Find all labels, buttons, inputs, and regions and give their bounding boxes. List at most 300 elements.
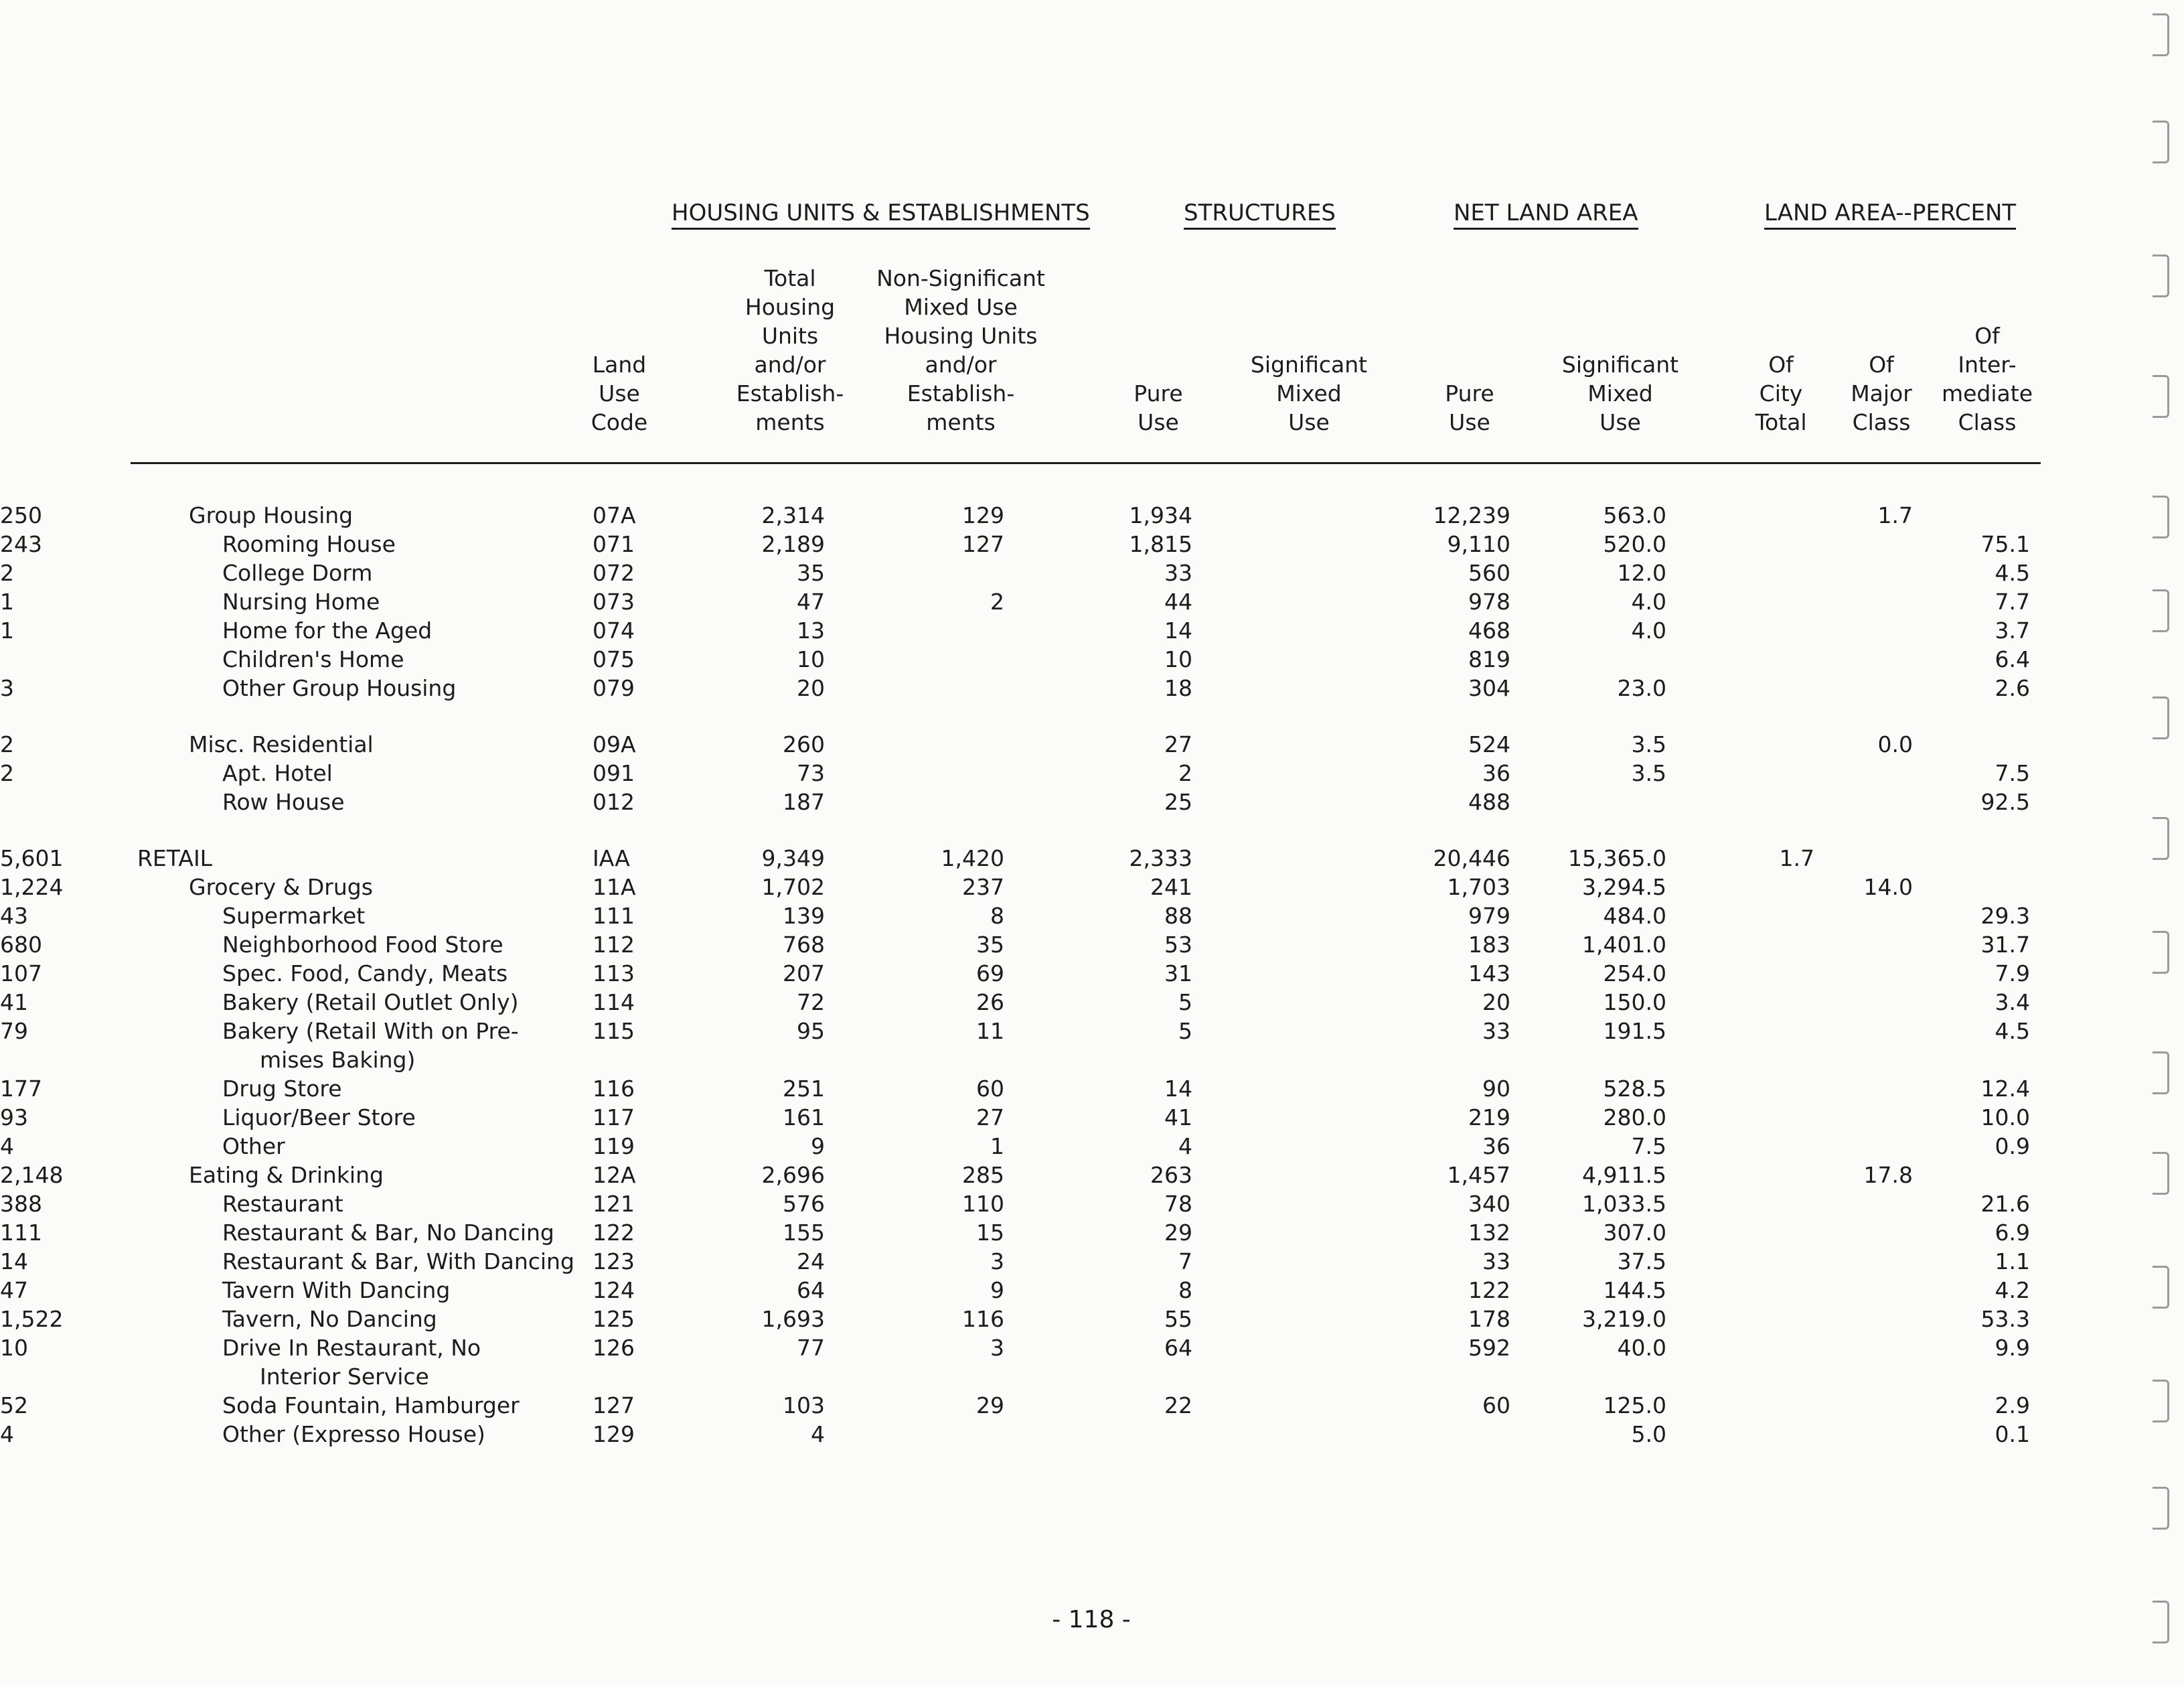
total-housing-units-cell: 139 xyxy=(783,903,825,929)
structures-pure-cell: 8 xyxy=(1178,1277,1192,1303)
land-significant-cell: 4,911.5 xyxy=(1582,1162,1666,1188)
table-row xyxy=(0,1305,2184,1333)
land-use-code-cell: 111 xyxy=(593,903,635,929)
row-label: Restaurant xyxy=(222,1191,343,1217)
pct-intermediate-class-cell: 21.6 xyxy=(1980,1191,2030,1217)
land-pure-cell: 1,457 xyxy=(1447,1162,1510,1188)
land-pure-cell: 122 xyxy=(1468,1277,1510,1303)
non-significant-mixed-cell: 29 xyxy=(976,1392,1004,1418)
binder-tab xyxy=(2153,121,2169,163)
land-use-code-cell: 119 xyxy=(593,1133,635,1159)
header-rule xyxy=(131,462,2041,464)
non-significant-mixed-cell: 9 xyxy=(990,1277,1004,1303)
land-pure-cell: 20 xyxy=(1482,989,1510,1015)
non-significant-mixed-cell: 3 xyxy=(990,1248,1004,1274)
land-use-code-cell: 114 xyxy=(593,989,635,1015)
row-label: Other xyxy=(222,1133,285,1159)
pct-intermediate-class-cell: 7.9 xyxy=(1995,960,2030,986)
structures-significant-cell: 5,601 xyxy=(0,845,64,871)
total-housing-units-cell: 47 xyxy=(797,589,825,615)
total-housing-units-cell: 35 xyxy=(797,560,825,586)
total-housing-units-cell: 9,349 xyxy=(761,845,825,871)
structures-pure-cell: 2,333 xyxy=(1129,845,1192,871)
binder-tab xyxy=(2153,496,2169,538)
land-pure-cell: 183 xyxy=(1468,932,1510,958)
land-significant-cell: 7.5 xyxy=(1631,1133,1666,1159)
row-label: Liquor/Beer Store xyxy=(222,1104,416,1130)
total-housing-units-cell: 73 xyxy=(797,760,825,786)
land-significant-cell: 3,294.5 xyxy=(1582,874,1666,900)
land-significant-cell: 4.0 xyxy=(1631,617,1666,644)
pct-intermediate-class-cell: 2.6 xyxy=(1995,675,2030,701)
non-significant-mixed-cell: 3 xyxy=(990,1335,1004,1361)
land-use-code-cell: 126 xyxy=(593,1335,635,1361)
land-significant-cell: 5.0 xyxy=(1631,1421,1666,1447)
structures-pure-cell: 27 xyxy=(1164,731,1192,757)
structures-pure-cell: 88 xyxy=(1164,903,1192,929)
land-pure-cell: 1,703 xyxy=(1447,874,1510,900)
land-significant-cell: 280.0 xyxy=(1603,1104,1666,1130)
total-housing-units-cell: 768 xyxy=(783,932,825,958)
table-row xyxy=(0,1218,2184,1247)
structures-pure-cell: 1,934 xyxy=(1129,502,1192,528)
land-significant-cell: 528.5 xyxy=(1603,1076,1666,1102)
table-row xyxy=(0,587,2184,616)
structures-pure-cell: 4 xyxy=(1178,1133,1192,1159)
row-label: Bakery (Retail Outlet Only) xyxy=(222,989,519,1015)
table-row xyxy=(0,645,2184,674)
structures-significant-cell: 10 xyxy=(0,1335,28,1361)
structures-significant-cell: 1 xyxy=(0,589,14,615)
structures-pure-cell: 22 xyxy=(1164,1392,1192,1418)
land-pure-cell: 36 xyxy=(1482,760,1510,786)
land-use-code-cell: 071 xyxy=(593,531,635,557)
total-housing-units-cell: 10 xyxy=(797,646,825,672)
pct-intermediate-class-cell: 31.7 xyxy=(1980,932,2030,958)
total-housing-units-cell: 13 xyxy=(797,617,825,644)
col-header-total-housing-units: Total Housing Units and/or Establish- ments xyxy=(736,265,844,435)
land-use-code-cell: 12A xyxy=(593,1162,636,1188)
row-label: Grocery & Drugs xyxy=(189,874,373,900)
structures-pure-cell: 14 xyxy=(1164,617,1192,644)
land-use-code-cell: 112 xyxy=(593,932,635,958)
non-significant-mixed-cell: 35 xyxy=(976,932,1004,958)
total-housing-units-cell: 2,189 xyxy=(761,531,825,557)
land-pure-cell: 978 xyxy=(1468,589,1510,615)
non-significant-mixed-cell: 27 xyxy=(976,1104,1004,1130)
total-housing-units-cell: 103 xyxy=(783,1392,825,1418)
land-use-code-cell: 129 xyxy=(593,1421,635,1447)
land-significant-cell: 4.0 xyxy=(1631,589,1666,615)
total-housing-units-cell: 2,696 xyxy=(761,1162,825,1188)
total-housing-units-cell: 9 xyxy=(811,1133,825,1159)
structures-significant-cell: 4 xyxy=(0,1133,14,1159)
land-pure-cell: 60 xyxy=(1482,1392,1510,1418)
total-housing-units-cell: 77 xyxy=(797,1335,825,1361)
non-significant-mixed-cell: 237 xyxy=(962,874,1004,900)
structures-significant-cell: 47 xyxy=(0,1277,28,1303)
total-housing-units-cell: 207 xyxy=(783,960,825,986)
table-row xyxy=(0,730,2184,759)
non-significant-mixed-cell: 2 xyxy=(990,589,1004,615)
table-row xyxy=(0,1247,2184,1276)
binder-tab xyxy=(2153,931,2169,974)
pct-intermediate-class-cell: 0.9 xyxy=(1995,1133,2030,1159)
structures-pure-cell: 33 xyxy=(1164,560,1192,586)
row-label: Spec. Food, Candy, Meats xyxy=(222,960,508,986)
col-header-land-significant-mixed-use: Significant Mixed Use xyxy=(1561,352,1679,435)
row-label: RETAIL xyxy=(137,845,213,871)
structures-pure-cell: 41 xyxy=(1164,1104,1192,1130)
structures-significant-cell: 250 xyxy=(0,502,42,528)
land-pure-cell: 20,446 xyxy=(1433,845,1510,871)
land-pure-cell: 36 xyxy=(1482,1133,1510,1159)
land-pure-cell: 143 xyxy=(1468,960,1510,986)
land-use-code-cell: 073 xyxy=(593,589,635,615)
table-row xyxy=(0,844,2184,873)
table-row xyxy=(0,1276,2184,1305)
structures-significant-cell: 2 xyxy=(0,731,14,757)
row-label: Neighborhood Food Store xyxy=(222,932,503,958)
structures-pure-cell: 25 xyxy=(1164,789,1192,815)
land-pure-cell: 90 xyxy=(1482,1076,1510,1102)
pct-intermediate-class-cell: 53.3 xyxy=(1980,1306,2030,1332)
non-significant-mixed-cell: 1 xyxy=(990,1133,1004,1159)
pct-intermediate-class-cell: 2.9 xyxy=(1995,1392,2030,1418)
binder-tab xyxy=(2153,1152,2169,1195)
non-significant-mixed-cell: 127 xyxy=(962,531,1004,557)
pct-intermediate-class-cell: 10.0 xyxy=(1980,1104,2030,1130)
land-significant-cell: 3,219.0 xyxy=(1582,1306,1666,1332)
table-row xyxy=(0,1074,2184,1103)
pct-intermediate-class-cell: 7.7 xyxy=(1995,589,2030,615)
row-label: Supermarket xyxy=(222,903,366,929)
structures-pure-cell: 18 xyxy=(1164,675,1192,701)
land-use-code-cell: 113 xyxy=(593,960,635,986)
land-use-code-cell: 091 xyxy=(593,760,635,786)
land-use-code-cell: 123 xyxy=(593,1248,635,1274)
land-significant-cell: 3.5 xyxy=(1631,760,1666,786)
col-header-of-city-total: Of City Total xyxy=(1755,352,1807,435)
land-significant-cell: 484.0 xyxy=(1603,903,1666,929)
structures-significant-cell: 3 xyxy=(0,675,14,701)
row-label: Row House xyxy=(222,789,345,815)
pct-intermediate-class-cell: 3.7 xyxy=(1995,617,2030,644)
total-housing-units-cell: 1,702 xyxy=(761,874,825,900)
table-row xyxy=(0,1362,2184,1391)
table-row xyxy=(0,759,2184,788)
non-significant-mixed-cell: 116 xyxy=(962,1306,1004,1332)
land-pure-cell: 12,239 xyxy=(1433,502,1510,528)
land-use-code-cell: 09A xyxy=(593,731,636,757)
total-housing-units-cell: 95 xyxy=(797,1018,825,1044)
land-use-code-cell: 117 xyxy=(593,1104,635,1130)
binder-tab xyxy=(2153,1051,2169,1094)
col-header-structures-pure-use: Pure Use xyxy=(1134,380,1183,435)
row-label: Children's Home xyxy=(222,646,404,672)
table-row xyxy=(0,559,2184,587)
land-pure-cell: 340 xyxy=(1468,1191,1510,1217)
land-pure-cell: 979 xyxy=(1468,903,1510,929)
structures-significant-cell: 1 xyxy=(0,617,14,644)
table-row xyxy=(0,501,2184,530)
non-significant-mixed-cell: 1,420 xyxy=(941,845,1004,871)
pct-intermediate-class-cell: 6.9 xyxy=(1995,1220,2030,1246)
pct-major-class-cell: 1.7 xyxy=(1877,502,1913,528)
binder-tab xyxy=(2153,589,2169,632)
non-significant-mixed-cell: 26 xyxy=(976,989,1004,1015)
row-label: Other Group Housing xyxy=(222,675,457,701)
table-row xyxy=(0,1333,2184,1362)
row-label: Other (Expresso House) xyxy=(222,1421,485,1447)
structures-significant-cell: 4 xyxy=(0,1421,14,1447)
table-row xyxy=(0,674,2184,703)
land-use-code-cell: 079 xyxy=(593,675,635,701)
structures-pure-cell: 2 xyxy=(1178,760,1192,786)
pct-major-class-cell: 14.0 xyxy=(1863,874,1913,900)
structures-significant-cell: 388 xyxy=(0,1191,42,1217)
structures-significant-cell: 2,148 xyxy=(0,1162,64,1188)
land-use-code-cell: 115 xyxy=(593,1018,635,1044)
pct-intermediate-class-cell: 0.1 xyxy=(1995,1421,2030,1447)
total-housing-units-cell: 260 xyxy=(783,731,825,757)
binder-tab xyxy=(2153,375,2169,418)
table-row xyxy=(0,901,2184,930)
col-header-of-intermediate-class: Of Inter- mediate Class xyxy=(1941,323,2033,435)
land-use-code-cell: 07A xyxy=(593,502,636,528)
structures-pure-cell: 10 xyxy=(1164,646,1192,672)
land-use-code-cell: 121 xyxy=(593,1191,635,1217)
structures-pure-cell: 44 xyxy=(1164,589,1192,615)
row-label: Restaurant & Bar, With Dancing xyxy=(222,1248,574,1274)
structures-pure-cell: 14 xyxy=(1164,1076,1192,1102)
pct-intermediate-class-cell: 1.1 xyxy=(1995,1248,2030,1274)
land-use-code-cell: 124 xyxy=(593,1277,635,1303)
structures-significant-cell: 107 xyxy=(0,960,42,986)
land-significant-cell: 150.0 xyxy=(1603,989,1666,1015)
land-use-code-cell: 116 xyxy=(593,1076,635,1102)
col-header-land-pure-use: Pure Use xyxy=(1445,380,1494,435)
land-pure-cell: 132 xyxy=(1468,1220,1510,1246)
row-label: Apt. Hotel xyxy=(222,760,333,786)
row-label: Bakery (Retail With on Pre- xyxy=(222,1018,519,1044)
pct-city-total-cell: 1.7 xyxy=(1779,845,1814,871)
row-label: College Dorm xyxy=(222,560,373,586)
land-pure-cell: 33 xyxy=(1482,1018,1510,1044)
table-row xyxy=(0,1045,2184,1074)
land-significant-cell: 191.5 xyxy=(1603,1018,1666,1044)
table-row xyxy=(0,1103,2184,1132)
land-significant-cell: 3.5 xyxy=(1631,731,1666,757)
non-significant-mixed-cell: 15 xyxy=(976,1220,1004,1246)
structures-significant-cell: 93 xyxy=(0,1104,28,1130)
table-row xyxy=(0,959,2184,988)
row-label: mises Baking) xyxy=(260,1047,416,1073)
non-significant-mixed-cell: 60 xyxy=(976,1076,1004,1102)
total-housing-units-cell: 24 xyxy=(797,1248,825,1274)
binder-tab xyxy=(2153,1601,2169,1643)
table-row xyxy=(0,1132,2184,1161)
total-housing-units-cell: 1,693 xyxy=(761,1306,825,1332)
non-significant-mixed-cell: 129 xyxy=(962,502,1004,528)
row-label: Eating & Drinking xyxy=(189,1162,384,1188)
row-label: Tavern With Dancing xyxy=(222,1277,451,1303)
table-row xyxy=(0,1420,2184,1449)
land-use-code-cell: 075 xyxy=(593,646,635,672)
table-row xyxy=(0,1017,2184,1045)
table-row xyxy=(0,788,2184,816)
land-pure-cell: 33 xyxy=(1482,1248,1510,1274)
pct-intermediate-class-cell: 9.9 xyxy=(1995,1335,2030,1361)
structures-significant-cell: 41 xyxy=(0,989,28,1015)
table-row xyxy=(0,1189,2184,1218)
table-row xyxy=(0,616,2184,645)
pct-major-class-cell: 17.8 xyxy=(1863,1162,1913,1188)
pct-intermediate-class-cell: 4.5 xyxy=(1995,1018,2030,1044)
table-row xyxy=(0,988,2184,1017)
structures-pure-cell: 29 xyxy=(1164,1220,1192,1246)
row-label: Interior Service xyxy=(260,1364,429,1390)
pct-intermediate-class-cell: 75.1 xyxy=(1980,531,2030,557)
land-use-code-cell: 072 xyxy=(593,560,635,586)
total-housing-units-cell: 251 xyxy=(783,1076,825,1102)
row-label: Nursing Home xyxy=(222,589,380,615)
binder-tab xyxy=(2153,13,2169,56)
land-pure-cell: 178 xyxy=(1468,1306,1510,1332)
structures-significant-cell: 680 xyxy=(0,932,42,958)
total-housing-units-cell: 72 xyxy=(797,989,825,1015)
col-header-of-major-class: Of Major Class xyxy=(1851,352,1912,435)
group-header-net-land-area: NET LAND AREA xyxy=(1454,200,1638,230)
pct-intermediate-class-cell: 6.4 xyxy=(1995,646,2030,672)
land-use-code-cell: 122 xyxy=(593,1220,635,1246)
land-use-code-cell: IAA xyxy=(593,845,630,871)
land-significant-cell: 23.0 xyxy=(1617,675,1666,701)
group-header-structures: STRUCTURES xyxy=(1184,200,1336,230)
binder-tab xyxy=(2153,1266,2169,1309)
land-pure-cell: 468 xyxy=(1468,617,1510,644)
structures-pure-cell: 78 xyxy=(1164,1191,1192,1217)
total-housing-units-cell: 20 xyxy=(797,675,825,701)
structures-pure-cell: 31 xyxy=(1164,960,1192,986)
total-housing-units-cell: 576 xyxy=(783,1191,825,1217)
binder-tab xyxy=(2153,817,2169,860)
pct-intermediate-class-cell: 3.4 xyxy=(1995,989,2030,1015)
pct-intermediate-class-cell: 29.3 xyxy=(1980,903,2030,929)
land-pure-cell: 592 xyxy=(1468,1335,1510,1361)
structures-significant-cell: 2 xyxy=(0,760,14,786)
land-significant-cell: 144.5 xyxy=(1603,1277,1666,1303)
structures-significant-cell: 43 xyxy=(0,903,28,929)
non-significant-mixed-cell: 11 xyxy=(976,1018,1004,1044)
total-housing-units-cell: 161 xyxy=(783,1104,825,1130)
pct-intermediate-class-cell: 4.2 xyxy=(1995,1277,2030,1303)
structures-pure-cell: 55 xyxy=(1164,1306,1192,1332)
land-pure-cell: 304 xyxy=(1468,675,1510,701)
pct-intermediate-class-cell: 4.5 xyxy=(1995,560,2030,586)
row-label: Soda Fountain, Hamburger xyxy=(222,1392,520,1418)
land-pure-cell: 488 xyxy=(1468,789,1510,815)
row-label: Group Housing xyxy=(189,502,354,528)
binder-tab xyxy=(2153,254,2169,297)
non-significant-mixed-cell: 8 xyxy=(990,903,1004,929)
total-housing-units-cell: 64 xyxy=(797,1277,825,1303)
table-row xyxy=(0,930,2184,959)
structures-significant-cell: 52 xyxy=(0,1392,28,1418)
land-significant-cell: 1,401.0 xyxy=(1582,932,1666,958)
land-pure-cell: 524 xyxy=(1468,731,1510,757)
land-pure-cell: 819 xyxy=(1468,646,1510,672)
land-significant-cell: 520.0 xyxy=(1603,531,1666,557)
structures-significant-cell: 1,224 xyxy=(0,874,64,900)
structures-significant-cell: 1,522 xyxy=(0,1306,64,1332)
row-label: Home for the Aged xyxy=(222,617,433,644)
land-use-code-cell: 012 xyxy=(593,789,635,815)
land-pure-cell: 9,110 xyxy=(1447,531,1510,557)
pct-major-class-cell: 0.0 xyxy=(1877,731,1913,757)
structures-significant-cell: 177 xyxy=(0,1076,42,1102)
land-significant-cell: 12.0 xyxy=(1617,560,1666,586)
structures-significant-cell: 79 xyxy=(0,1018,28,1044)
col-header-land-use-code: Land Use Code xyxy=(591,352,648,435)
table-row xyxy=(0,1161,2184,1189)
structures-pure-cell: 7 xyxy=(1178,1248,1192,1274)
structures-significant-cell: 243 xyxy=(0,531,42,557)
row-label: Drug Store xyxy=(222,1076,342,1102)
land-significant-cell: 40.0 xyxy=(1617,1335,1666,1361)
land-use-code-cell: 074 xyxy=(593,617,635,644)
structures-pure-cell: 5 xyxy=(1178,989,1192,1015)
pct-intermediate-class-cell: 12.4 xyxy=(1980,1076,2030,1102)
non-significant-mixed-cell: 69 xyxy=(976,960,1004,986)
structures-significant-cell: 111 xyxy=(0,1220,42,1246)
land-use-code-cell: 125 xyxy=(593,1306,635,1332)
col-header-non-significant-mixed-use: Non-Significant Mixed Use Housing Units and/or Establish- ments xyxy=(876,265,1045,435)
land-significant-cell: 254.0 xyxy=(1603,960,1666,986)
land-significant-cell: 125.0 xyxy=(1603,1392,1666,1418)
row-label: Misc. Residential xyxy=(189,731,374,757)
structures-pure-cell: 1,815 xyxy=(1129,531,1192,557)
group-header-housing: HOUSING UNITS & ESTABLISHMENTS xyxy=(672,200,1090,230)
structures-pure-cell: 64 xyxy=(1164,1335,1192,1361)
table-row xyxy=(0,530,2184,559)
structures-pure-cell: 53 xyxy=(1164,932,1192,958)
group-header-land-area-percent: LAND AREA--PERCENT xyxy=(1764,200,2016,230)
structures-pure-cell: 241 xyxy=(1150,874,1192,900)
col-header-structures-significant-mixed-use: Significant Mixed Use xyxy=(1250,352,1368,435)
total-housing-units-cell: 155 xyxy=(783,1220,825,1246)
row-label: Rooming House xyxy=(222,531,396,557)
row-label: Restaurant & Bar, No Dancing xyxy=(222,1220,554,1246)
non-significant-mixed-cell: 285 xyxy=(962,1162,1004,1188)
structures-pure-cell: 5 xyxy=(1178,1018,1192,1044)
structures-significant-cell: 2 xyxy=(0,560,14,586)
land-pure-cell: 219 xyxy=(1468,1104,1510,1130)
row-label: Tavern, No Dancing xyxy=(222,1306,437,1332)
table-row xyxy=(0,873,2184,901)
pct-intermediate-class-cell: 92.5 xyxy=(1980,789,2030,815)
land-significant-cell: 37.5 xyxy=(1617,1248,1666,1274)
total-housing-units-cell: 2,314 xyxy=(761,502,825,528)
land-significant-cell: 1,033.5 xyxy=(1582,1191,1666,1217)
binder-tab xyxy=(2153,1487,2169,1530)
non-significant-mixed-cell: 110 xyxy=(962,1191,1004,1217)
structures-pure-cell: 263 xyxy=(1150,1162,1192,1188)
pct-intermediate-class-cell: 7.5 xyxy=(1995,760,2030,786)
page-number: - 118 - xyxy=(1052,1606,1131,1633)
land-significant-cell: 563.0 xyxy=(1603,502,1666,528)
land-use-code-cell: 127 xyxy=(593,1392,635,1418)
